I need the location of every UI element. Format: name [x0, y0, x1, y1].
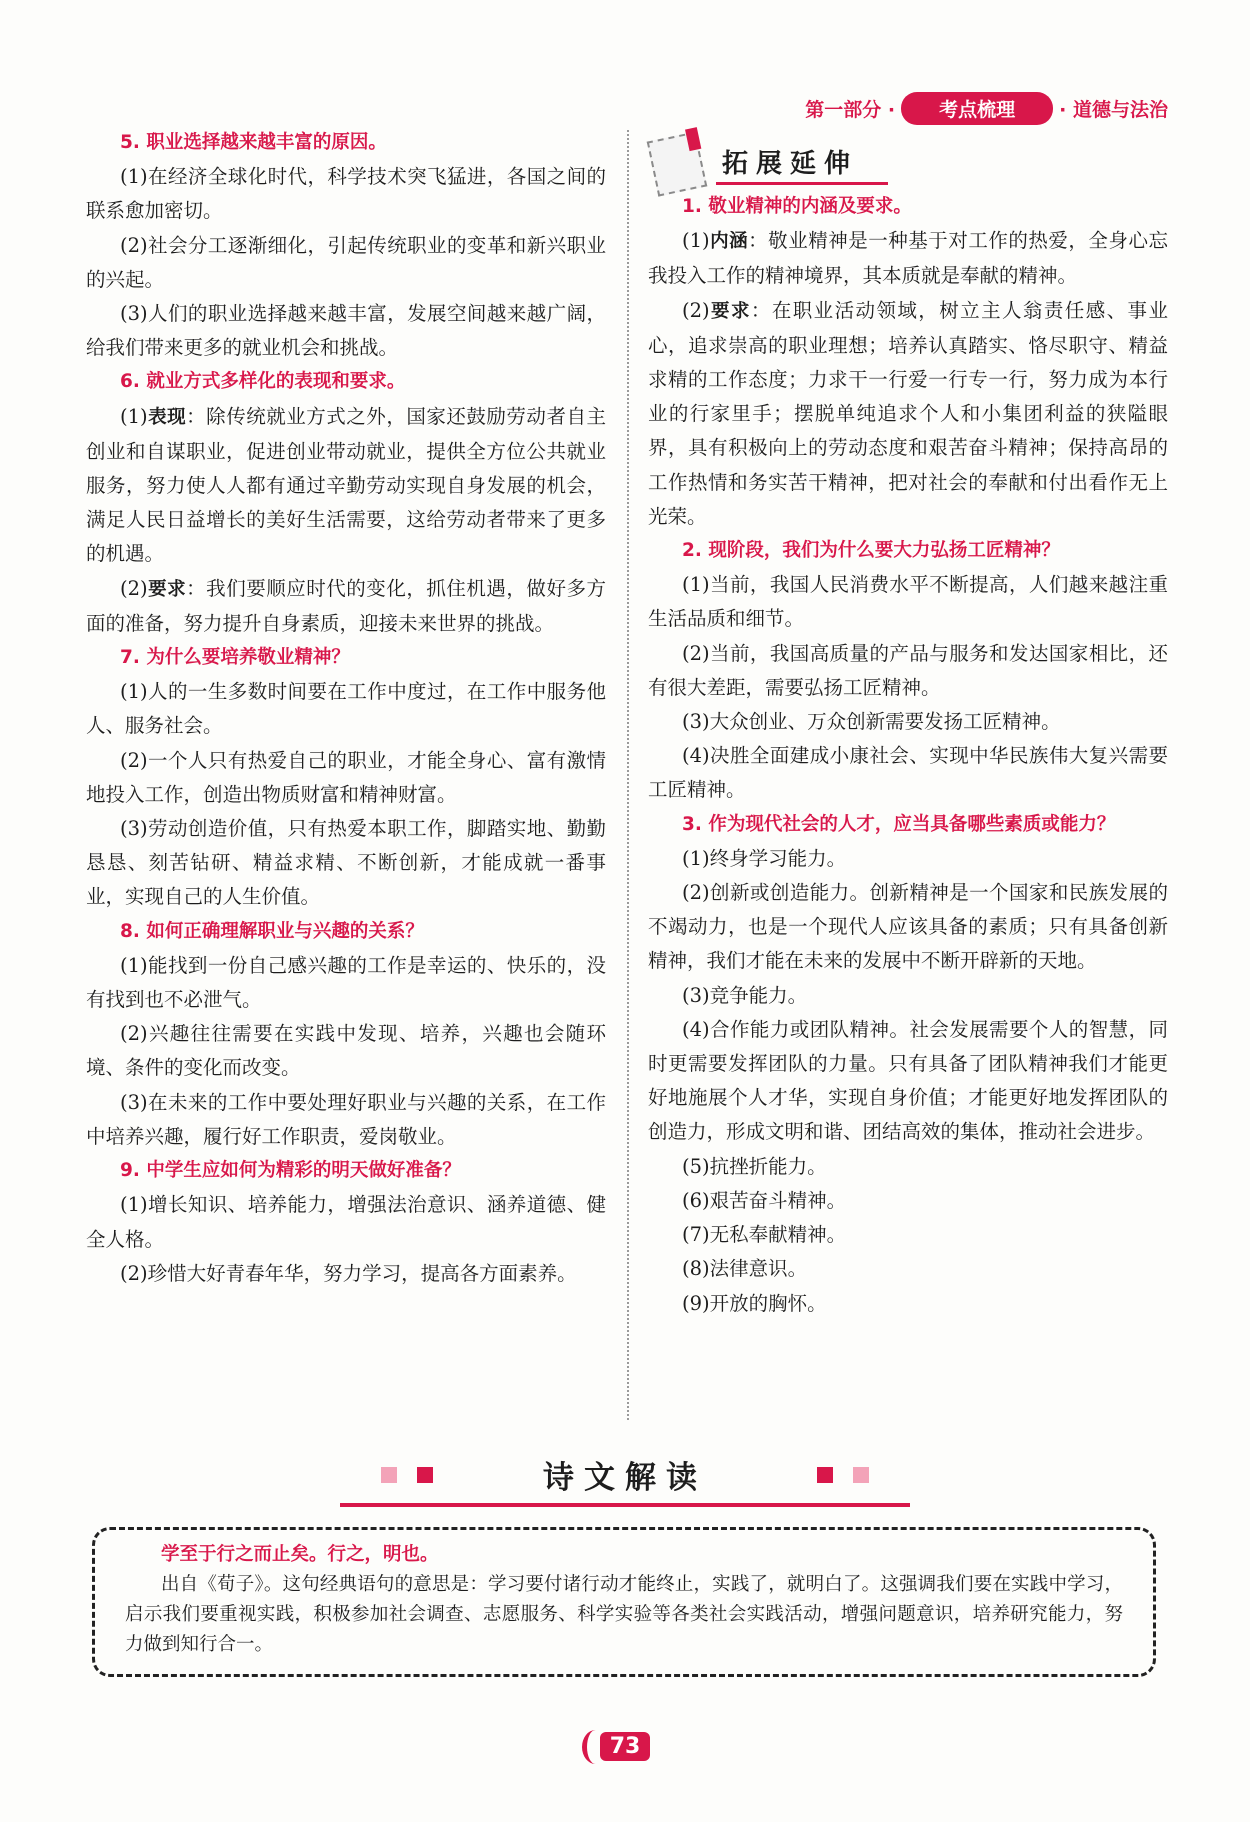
q6-item-2-number: (2): [120, 576, 148, 600]
poem-description: 出自《荀子》。这句经典语句的意思是：学习要付诸行动才能终止，实践了，就明白了。这强调我们要在实践中学习，启示我们要重视实践，积极参加社会调查、志愿服务、科学实验等各类社会实践活动，增强问题意识，培养研究能力，努力做到知行合一。: [125, 1574, 1123, 1655]
poem-section-title: 诗文解读: [543, 1460, 707, 1496]
extension-section-header: [652, 136, 888, 192]
ext-q1-item-1: [648, 224, 1168, 293]
extension-title: 拓展延伸: [716, 143, 888, 185]
ext-q3-item: (1)终身学习能力。: [682, 846, 847, 870]
q9-item: (2)珍惜大好青春年华，努力学习，提高各方面素养。: [120, 1261, 577, 1285]
page-number-value: 73: [600, 1732, 651, 1761]
ext-q2-item: (3)大众创业、万众创新需要发扬工匠精神。: [682, 710, 1061, 734]
q5-item: (2)社会分工逐渐细化，引起传统职业的变革和新兴职业的兴起。: [86, 233, 606, 291]
q6-item-1-label: 表现: [147, 406, 187, 428]
q6-item-2: [86, 572, 606, 641]
ext-q3-item: (2)创新或创造能力。创新精神是一个国家和民族发展的不竭动力，也是一个现代人应该具备的素质；只有具备创新精神，我们才能在未来的发展中不断开辟新的天地。: [648, 881, 1168, 973]
q6-item-1-number: (1): [120, 404, 148, 428]
ext-q3-item: (7)无私奉献精神。: [682, 1223, 847, 1247]
q8-item: (3)在未来的工作中要处理好职业与兴趣的关系，在工作中培养兴趣，履行好工作职责，爱岗敬业。: [86, 1090, 606, 1148]
q6-item-2-text: ：我们要顺应时代的变化，抓住机遇，做好多方面的准备，努力提升自身素质，迎接未来世界的挑战。: [86, 576, 606, 635]
ext-q1-item-1-text: ：敬业精神是一种基于对工作的热爱，全身心忘我投入工作的精神境界，其本质就是奉献的精神。: [648, 229, 1168, 288]
ext-q1-item-1-label: 内涵: [709, 231, 749, 253]
ext-q1-item-2-label: 要求: [709, 300, 751, 322]
ext-q3-item: (9)开放的胸怀。: [682, 1291, 827, 1315]
page-header: [805, 92, 1168, 125]
q5-item: (3)人们的职业选择越来越丰富，发展空间越来越广阔，给我们带来更多的就业机会和挑战。: [86, 302, 606, 360]
right-column: [648, 190, 1168, 1321]
decor-square-icon: [817, 1467, 833, 1483]
q6-item-1: [86, 400, 606, 572]
q8-item: (1)能找到一份自己感兴趣的工作是幸运的、快乐的，没有找到也不必泄气。: [86, 953, 606, 1012]
column-divider: [627, 130, 629, 1420]
ext-question-3-title: 3. 作为现代社会的人才，应当具备哪些素质或能力？: [682, 813, 1116, 835]
ext-q3-item: (6)艰苦奋斗精神。: [682, 1188, 847, 1212]
question-6-title: 6. 就业方式多样化的表现和要求。: [120, 371, 406, 393]
decor-square-icon: [381, 1467, 397, 1483]
fan-icon: [582, 1730, 609, 1764]
header-part: 第一部分 ·: [805, 99, 896, 121]
ext-q1-item-2: [648, 294, 1168, 534]
q7-item: (2)一个人只有热爱自己的职业，才能全身心、富有激情地投入工作，创造出物质财富和精神财富。: [86, 748, 606, 806]
poem-section-header: [340, 1452, 910, 1507]
question-8-title: 8. 如何正确理解职业与兴趣的关系？: [120, 920, 424, 942]
question-9-title: 9. 中学生应如何为精彩的明天做好准备？: [120, 1160, 461, 1182]
ext-q1-item-2-text: ：在职业活动领域，树立主人翁责任感、事业心，追求崇高的职业理想；培养认真踏实、恪尽职守、精益求精的工作态度；力求干一行爱一行专一行，努力成为本行业的行家里手；摆脱单纯追求个人和小集团利益的狭隘眼界，具有积极向上的劳动态度和艰苦奋斗精神；保持高昂的工作热情和务实苦干精神，把对社会的奉献和付出看作无上光荣。: [648, 298, 1168, 528]
q7-item: (1)人的一生多数时间要在工作中度过，在工作中服务他人、服务社会。: [86, 680, 606, 738]
ext-question-2-title: 2. 现阶段，我们为什么要大力弘扬工匠精神？: [682, 540, 1060, 562]
ext-q1-item-1-number: (1): [682, 229, 710, 253]
q9-item: (1)增长知识、培养能力，增强法治意识、涵养道德、健全人格。: [86, 1193, 606, 1251]
q7-item: (3)劳动创造价值，只有热爱本职工作，脚踏实地、勤勤恳恳、刻苦钻研、精益求精、不断创新，才能成就一番事业，实现自己的人生价值。: [86, 817, 606, 909]
q5-item: (1)在经济全球化时代，科学技术突飞猛进，各国之间的联系愈加密切。: [86, 165, 606, 223]
q8-item: (2)兴趣往往需要在实践中发现、培养，兴趣也会随环境、条件的变化而改变。: [86, 1022, 606, 1080]
q6-item-2-label: 要求: [147, 578, 187, 600]
header-subject: · 道德与法治: [1059, 99, 1168, 121]
decor-square-icon: [417, 1467, 433, 1483]
ext-question-1-title: 1. 敬业精神的内涵及要求。: [682, 196, 912, 217]
ext-q2-item: (1)当前，我国人民消费水平不断提高，人们越来越注重生活品质和细节。: [648, 573, 1168, 631]
poem-box: [92, 1527, 1156, 1677]
ext-q3-item: (5)抗挫折能力。: [682, 1154, 827, 1178]
question-5-title: 5. 职业选择越来越丰富的原因。: [120, 132, 387, 153]
left-column: [86, 126, 606, 1291]
poem-quote: 学至于行之而止矣。行之，明也。: [161, 1544, 439, 1565]
ext-q1-item-2-number: (2): [682, 298, 710, 322]
ext-q3-item: (8)法律意识。: [682, 1257, 808, 1281]
header-section-pill: 考点梳理: [901, 92, 1053, 125]
page-number: [596, 1726, 654, 1766]
q6-item-1-text: ：除传统就业方式之外，国家还鼓励劳动者自主创业和自谋职业，促进创业带动就业，提供全方位公共就业服务，努力使人人都有通过辛勤劳动实现自身发展的机会，满足人民日益增长的美好生活需要，这给劳动者带来了更多的机遇。: [86, 404, 606, 566]
ext-q2-item: (2)当前，我国高质量的产品与服务和发达国家相比，还有很大差距，需要弘扬工匠精神。: [648, 641, 1168, 699]
decor-square-icon: [853, 1467, 869, 1483]
ext-q3-item: (4)合作能力或团队精神。社会发展需要个人的智慧，同时更需要发挥团队的力量。只有具备了团队精神我们才能更好地施展个人才华，实现自身价值；才能更好地发挥团队的创造力，形成文明和谐、团结高效的集体，推动社会进步。: [648, 1017, 1168, 1144]
ext-q3-item: (3)竞争能力。: [682, 983, 808, 1007]
ext-q2-item: (4)决胜全面建成小康社会、实现中华民族伟大复兴需要工匠精神。: [648, 744, 1168, 802]
stamp-icon: [647, 131, 708, 196]
question-7-title: 7. 为什么要培养敬业精神？: [120, 647, 350, 669]
